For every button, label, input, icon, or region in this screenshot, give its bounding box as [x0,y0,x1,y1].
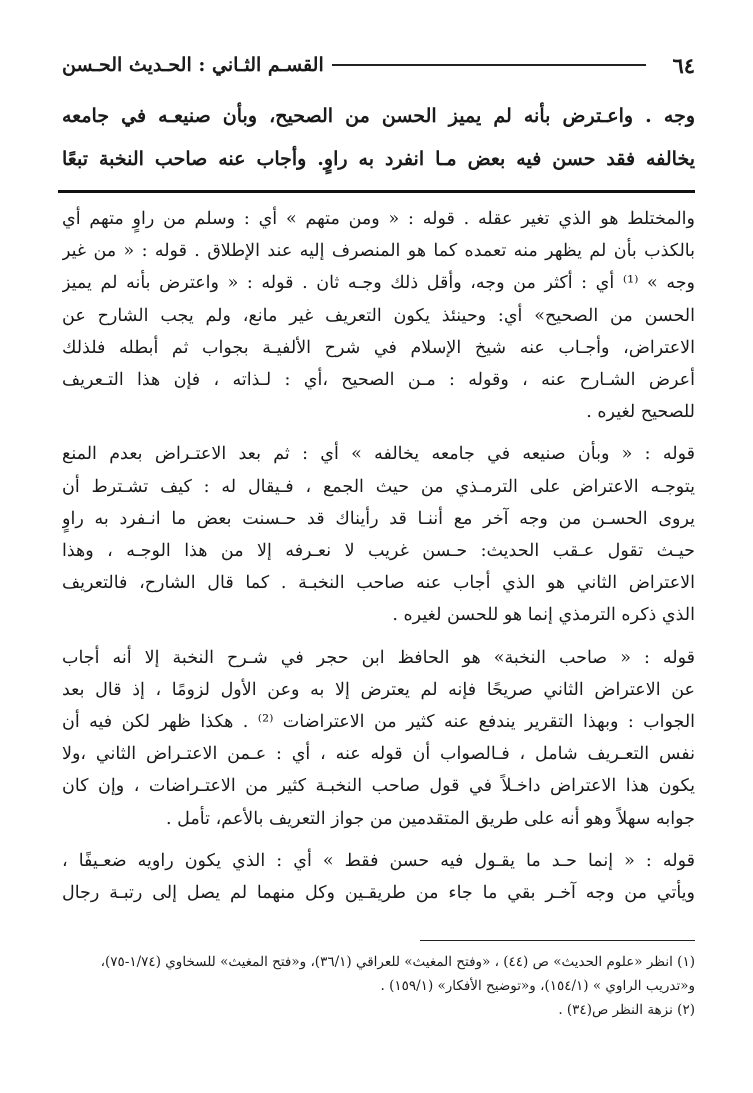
commentary-line: للصحيح لغيره . [586,402,695,423]
commentary-line: وجه » ⁽¹⁾ أي : أكثر من وجه، وأقل ذلك وجـه ثان . قوله : « واعترض بأنه لم يميز [62,273,695,294]
commentary-line: ويأتي من وجه آخـر بقي ما جاء من طريقـين وكل منهما لم يصل إلى رتبـة رجال [62,883,695,904]
commentary-line: الاعتراض، وأجـاب عنه شيخ الإسلام في شرح الألفيـة بجواب ثم أبطله فلذلك [62,337,695,358]
commentary-line: الذي ذكره الترمذي إنما هو للحسن لغيره . [392,605,695,626]
footnote-separator [420,940,695,941]
page-number: ٦٤ [672,52,695,78]
commentary-paragraph [62,438,695,631]
commentary-line: قوله : « إنما حـد ما يقـول فيه حسن فقط » أي : الذي يكون راويه ضعـيفًا ، [62,850,695,871]
commentary-line: نفس التعـريف شامل ، فـالصواب أن قوله عنه ، أي : عـمن الاعتـراض الثاني ،ولا [62,744,695,765]
main-text [62,95,695,181]
footnote-line: (٢) نزهة النظر ص(٣٤) . [558,1002,695,1018]
commentary-line: يكون هذا الاعتراض داخـلاً في قول صاحب النخبـة كثير من الاعتـراضات ، وإن كان [62,776,695,797]
footnote-line: و«تدريب الراوي » (١٥٤/١)، و«توضيح الأفكار» (١٥٩/١) . [380,978,695,994]
main-text-line: يخالفه فقد حسن فيه بعض مـا انفرد به راوٍ. وأجاب عنه صاحب النخبة تبعًا [62,148,695,170]
commentary-line: يروى الحسـن من وجه آخر مع أننـا قد رأيناك قد حـسنت بعض ما انـفرد به راوٍ [62,508,695,529]
commentary [62,203,695,919]
commentary-line: عن الاعتراض الثاني صريحًا فإنه لم يعترض إلا به وعن الأول لزومًا ، إذ قال بعد [62,679,695,700]
running-title: القسـم الثـاني : الحـديث الحـسن [62,54,324,76]
main-text-line: وجه . واعـترض بأنه لم يميز الحسن من الصحيح، وبأن صنيعـه في جامعه [62,105,695,127]
commentary-line: جوابه سهلاً وهو أنه على طريق المتقدمين من جواز التعريف بالأعم، تأمل . [166,808,695,829]
commentary-line: قوله : « وبأن صنيعه في جامعه يخالفه » أي : ثم بعد الاعتـراض بعدم المنع [62,444,695,465]
footnotes [62,950,695,1022]
commentary-line: والمختلط هو الذي تغير عقله . قوله : « ومن متهم » أي : وسلم من راوٍ متهم أي [62,209,695,229]
commentary-line: الجواب : وبهذا التقرير يندفع عنه كثير من الاعتراضات ⁽²⁾ . هكذا ظهر لكن فيه أن [62,712,695,733]
commentary-line: الحسن من الصحيح» أي: وحينئذ يكون التعريف غير مانع، ولم يجب الشارح عن [62,305,695,326]
commentary-paragraph [62,203,695,428]
commentary-paragraph [62,642,695,835]
commentary-line: يتوجـه الاعتراض على الترمـذي من حيث الجمع ، فـيقال له : كيف تشـترط أن [62,476,695,497]
footnote-line: (١) انظر «علوم الحديث» ص (٤٤) ، «وفتح المغيث» للعراقي (٣٦/١)، و«فتح المغيث» للسخاوي (١/٧٤-٧٥)، [100,954,695,970]
commentary-line: بالكذب بأن لم يظهر منه تعمده كما هو المنصرف إليه عند الإطلاق . قوله : « من غير [62,241,695,262]
commentary-line: قوله : « صاحب النخبة» هو الحافظ ابن حجر في شـرح النخبة إلا أنه أجاب [62,647,695,668]
commentary-paragraph [62,845,695,909]
commentary-line: الاعتراض الثاني هو الذي أجاب عنه صاحب النخبـة . كما قال الشارح، فالتعريف [62,573,695,594]
header-rule [332,64,647,66]
main-text-divider [58,190,695,193]
commentary-line: أعرض الشـارح عنه ، وقوله : مـن الصحيح ،أي : لـذاته ، فإن هذا التـعريف [62,370,695,391]
running-header [62,48,695,82]
commentary-line: حيـث تقول عـقب الحديث: حـسن غريب لا نعـرفه إلا من هذا الوجـه ، وهذا [62,541,695,562]
